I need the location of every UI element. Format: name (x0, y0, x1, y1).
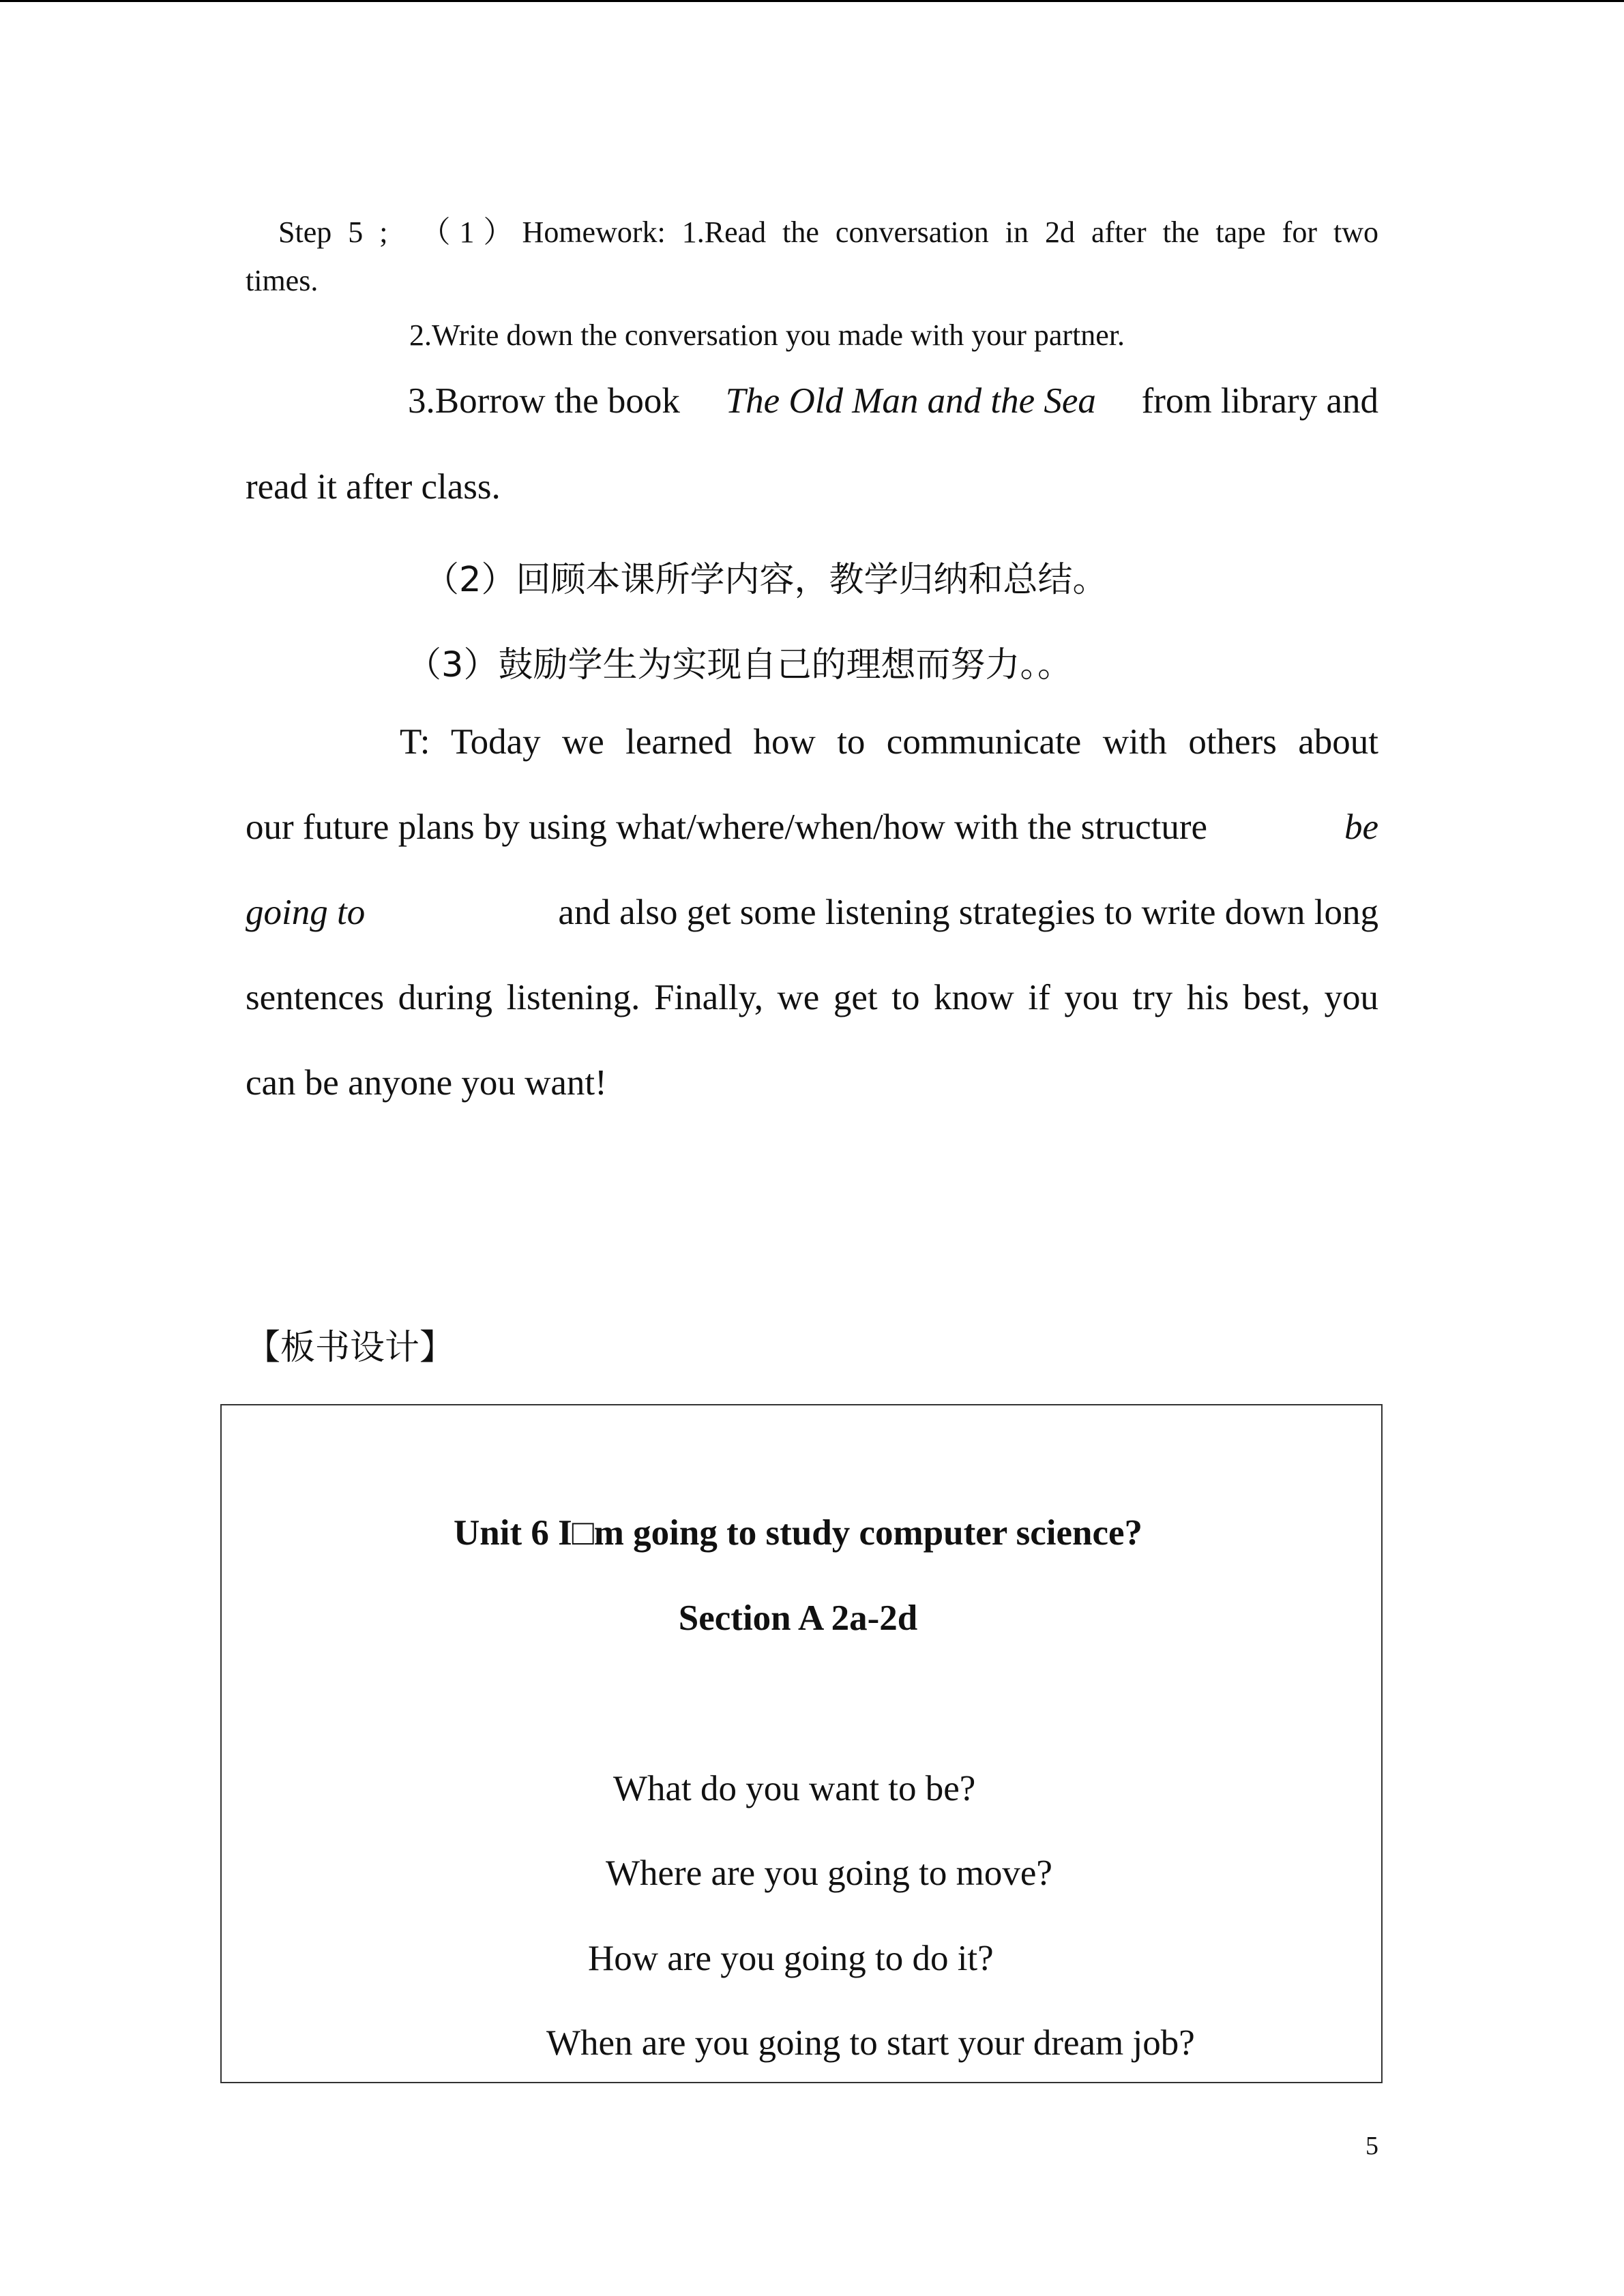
summary-line-2 (246, 807, 1378, 848)
step5-homework-line-cont: times. (246, 264, 319, 297)
book-title: The Old Man and the Sea (725, 381, 1096, 421)
step5-homework-line: Step 5 ; （1）Homework: 1.Read the conversation in 2d after the tape for two (278, 215, 1378, 249)
summary-line-2-italic: be (1344, 807, 1378, 847)
board-question-3: How are you going to do it? (588, 1939, 994, 1978)
page-top-border (0, 0, 1624, 2)
summary-line-5: can be anyone you want! (246, 1063, 607, 1103)
page-number: 5 (1365, 2132, 1378, 2160)
summary-line-1: T: Today we learned how to communicate with others about (400, 722, 1378, 762)
board-question-1: What do you want to be? (613, 1769, 976, 1808)
homework-item-3 (408, 381, 1378, 421)
board-title: Unit 6 I□m going to study computer science? (453, 1513, 1143, 1553)
homework-item-3-after: from library and (1141, 381, 1378, 421)
homework-item-3-cont: read it after class. (246, 467, 501, 507)
summary-line-3 (246, 892, 1378, 933)
summary-line-3-italic: going to (246, 893, 366, 932)
encourage-item-cn: （3）鼓励学生为实现自己的理想而努力。。 (407, 645, 1072, 685)
board-question-4: When are you going to start your dream job? (546, 2023, 1195, 2063)
summary-line-4: sentences during listening. Finally, we get to know if you try his best, you (246, 978, 1378, 1017)
board-subtitle: Section A 2a-2d (678, 1598, 918, 1638)
homework-item-3-before: 3.Borrow the book (408, 381, 680, 421)
board-question-2: Where are you going to move? (606, 1853, 1052, 1893)
homework-item-2: 2.Write down the conversation you made with your partner. (409, 318, 1125, 352)
summary-line-3-text: and also get some listening strategies to write down long (558, 893, 1378, 932)
review-item-cn: （2）回顾本课所学内容，教学归纳和总结。 (424, 560, 1108, 600)
summary-line-2-text: our future plans by using what/where/when/how with the structure (246, 807, 1208, 847)
board-design-heading: 【板书设计】 (246, 1328, 455, 1368)
board-design-box (220, 1404, 1383, 2083)
